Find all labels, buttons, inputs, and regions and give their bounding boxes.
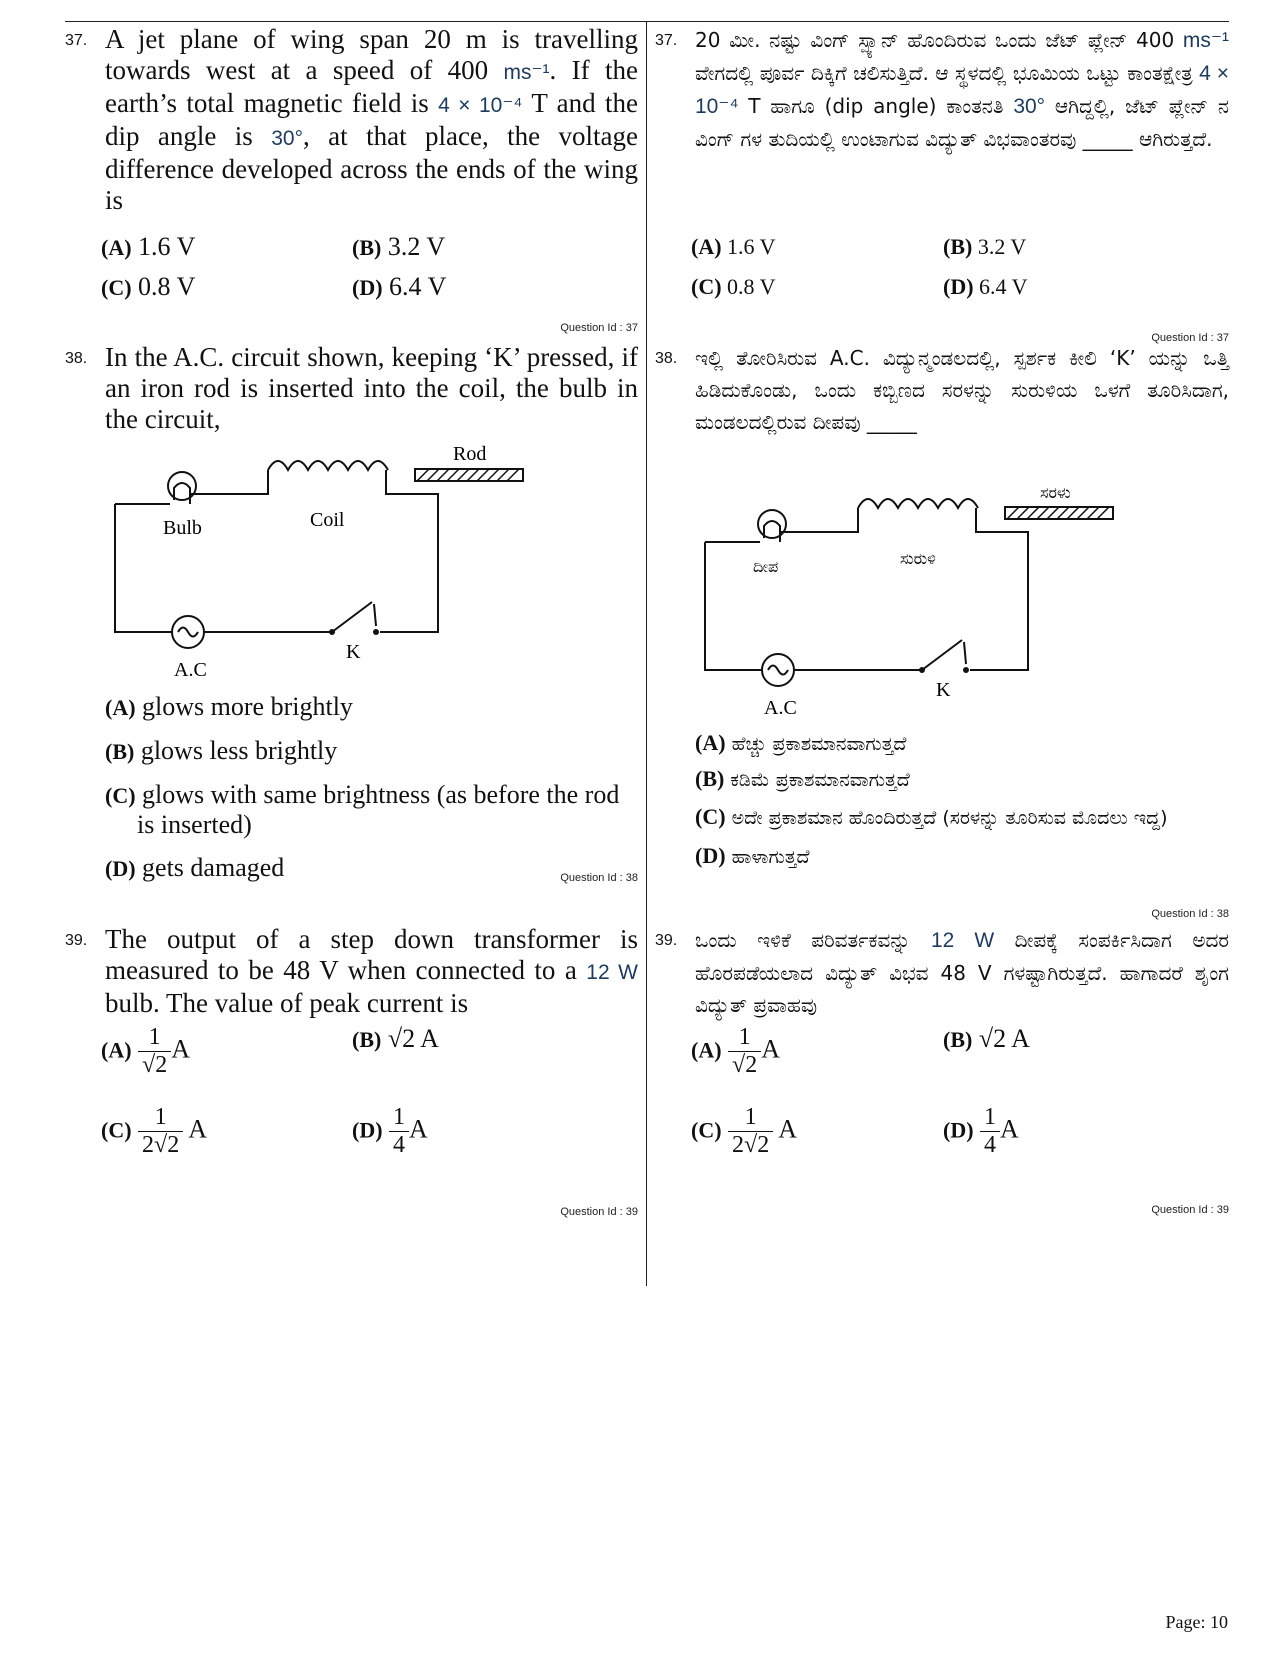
key-switch	[922, 640, 966, 670]
ac-circuit-diagram	[110, 442, 560, 682]
dip-angle-value: 30°	[1013, 95, 1046, 118]
question-text: 20 ಮೀ. ನಷ್ಟು ವಿಂಗ್ ಸ್ಪ್ಯಾನ್ ಹೊಂದಿರುವ ಒಂದು ಜೆಟ್ ಪ್ಲೇನ್ 400 ms⁻¹ ವೇಗದಲ್ಲಿ ಪೂರ್ವ ದಿಕ್ಕಿಗೆ ಚಲಿಸುತ್ತಿದೆ. ಆ ಸ್ಥಳದಲ್ಲಿ ಭೂಮಿಯ ಒಟ್ಟು ಕಾಂತಕ್ಷೇತ್ರ 4 × 10⁻⁴ T ಹಾಗೂ (dip angle) ಕಾಂತನತಿ 30° ಆಗಿದ್ದಲ್ಲಿ, ಜೆಟ್ ಪ್ಲೇನ್ ನ ವಿಂಗ್ ಗಳ ತುದಿಯಲ್ಲಿ ಉಂಟಾಗುವ ವಿದ್ಯುತ್ ವಿಭವಾಂತರವು _____ ಆಗಿರುತ್ತದೆ.	[695, 28, 1229, 151]
question-38-en	[65, 342, 638, 884]
field-value: 4 × 10⁻⁴	[695, 62, 1229, 118]
question-id: Question Id : 39	[560, 1206, 638, 1218]
fraction: $\frac{1}{√2}$	[138, 1024, 171, 1079]
option-a[interactable]: (A) $\frac{1}{√2}$ A	[101, 1024, 190, 1078]
ac-circuit-diagram	[700, 480, 1150, 720]
question-text: A jet plane of wing span 20 m is travelling towards west at a speed of 400 ms⁻¹. If the earth’s total magnetic field is 4 × 10⁻⁴ T and the dip angle is 30°, at that place, the voltage difference developed across the ends of the wing is	[105, 24, 638, 215]
question-id: Question Id : 38	[560, 872, 638, 884]
question-number: 38.	[655, 350, 678, 367]
option-d[interactable]: (D) $\frac{1}{4}$ A	[352, 1104, 428, 1158]
question-38-kn	[655, 342, 1229, 920]
question-number: 39.	[655, 932, 678, 949]
column-divider	[646, 21, 647, 1286]
option-c[interactable]: (C) $\frac{1}{2√2}$ A	[101, 1104, 208, 1158]
velocity-unit: ms⁻¹	[1182, 29, 1229, 52]
coil-label: Coil	[310, 509, 345, 531]
option-a[interactable]: (A) 1.6 V	[691, 234, 776, 259]
question-number: 39.	[65, 932, 88, 949]
option-d[interactable]: (D) $\frac{1}{4}$ A	[943, 1104, 1019, 1158]
question-text: ಇಲ್ಲಿ ತೋರಿಸಿರುವ A.C. ವಿದ್ಯುನ್ಮಂಡಲದಲ್ಲಿ, ಸ್ಪರ್ಶಕ ಕೀಲಿ ‘K’ ಯನ್ನು ಒತ್ತಿ ಹಿಡಿದುಕೊಂಡು, ಒಂದು ಕಬ್ಬಿಣದ ಸರಳನ್ನು ಸುರುಳಿಯ ಒಳಗೆ ತೂರಿಸಿದಾಗ, ಮಂಡಲದಲ್ಲಿರುವ ದೀಪವು _____	[695, 346, 1229, 434]
option-a[interactable]: (A) ಹೆಚ್ಚು ಪ್ರಕಾಶಮಾನವಾಗುತ್ತದೆ	[695, 730, 907, 755]
fraction: $\frac{1}{4}$	[389, 1104, 409, 1159]
option-b[interactable]: (B) glows less brightly	[105, 736, 338, 765]
option-d[interactable]: (D) gets damaged	[105, 853, 285, 882]
question-text: The output of a step down transformer is measured to be 48 V when connected to a 12 W bulb. The value of peak current is	[105, 924, 638, 1018]
option-a[interactable]: (A) glows more brightly	[105, 692, 353, 721]
key-label: K	[346, 641, 361, 663]
fraction: $\frac{1}{2√2}$	[728, 1104, 773, 1159]
page-number: Page: 10	[1165, 1612, 1228, 1632]
bulb-power: 12 W	[931, 929, 995, 952]
dip-angle-value: 30°	[271, 127, 304, 150]
option-b[interactable]: (B) 3.2 V	[943, 234, 1027, 259]
question-39-en	[65, 924, 638, 1218]
question-text: ಒಂದು ಇಳಿಕೆ ಪರಿವರ್ತಕವನ್ನು 12 W ದೀಪಕ್ಕೆ ಸಂಪರ್ಕಿಸಿದಾಗ ಅದರ ಹೊರಪಡೆಯಲಾದ ವಿದ್ಯುತ್ ವಿಭವ 48 V ಗಳಷ್ಟಾಗಿರುತ್ತದೆ. ಹಾಗಾದರೆ ಶೃಂಗ ವಿದ್ಯುತ್ ಪ್ರವಾಹವು	[695, 928, 1229, 1017]
option-c[interactable]: (C) 0.8 V	[101, 272, 196, 301]
question-id: Question Id : 37	[560, 322, 638, 334]
ac-label: A.C	[764, 697, 797, 719]
rod-label: Rod	[453, 443, 487, 465]
option-d[interactable]: (D) 6.4 V	[943, 274, 1028, 299]
coil-symbol	[858, 499, 978, 508]
question-39-kn	[655, 924, 1229, 1216]
option-c[interactable]: (C) glows with same brightness (as before the rod is inserted)	[105, 780, 620, 839]
option-d[interactable]: (D) ಹಾಳಾಗುತ್ತದೆ	[695, 843, 810, 868]
question-text: In the A.C. circuit shown, keeping ‘K’ pressed, if an iron rod is inserted into the coil, the bulb in the circuit,	[105, 342, 638, 434]
options-list	[105, 692, 638, 897]
top-rule	[65, 21, 1229, 22]
fraction: $\frac{1}{2√2}$	[138, 1104, 183, 1159]
options-list	[695, 730, 1229, 883]
bulb-power: 12 W	[586, 961, 638, 984]
question-number: 37.	[655, 32, 678, 49]
key-switch	[332, 602, 376, 632]
option-b[interactable]: (B) 3.2 V	[352, 232, 446, 261]
option-c[interactable]: (C) ಅದೇ ಪ್ರಕಾಶಮಾನ ಹೊಂದಿರುತ್ತದೆ (ಸರಳನ್ನು ತೂರಿಸುವ ಮೊದಲು ಇದ್ದ)	[695, 804, 1168, 829]
question-37-kn	[655, 24, 1229, 344]
option-c[interactable]: (C) 0.8 V	[691, 274, 776, 299]
question-number: 37.	[65, 32, 88, 49]
option-a[interactable]: (A) 1.6 V	[101, 232, 196, 261]
question-id: Question Id : 37	[1151, 332, 1229, 344]
question-id: Question Id : 38	[1151, 908, 1229, 920]
option-b[interactable]: (B) ಕಡಿಮೆ ಪ್ರಕಾಶಮಾನವಾಗುತ್ತದೆ	[695, 766, 910, 791]
option-c[interactable]: (C) $\frac{1}{2√2}$ A	[691, 1104, 798, 1158]
question-37-en	[65, 24, 638, 334]
velocity-unit: ms⁻¹	[503, 61, 550, 84]
key-label: K	[936, 679, 951, 701]
bulb-label: Bulb	[163, 517, 202, 539]
coil-label: ಸುರುಳಿ	[900, 549, 936, 568]
bulb-symbol	[168, 472, 196, 500]
fraction: $\frac{1}{4}$	[980, 1104, 1000, 1159]
option-b[interactable]: (B) √2 A	[352, 1024, 439, 1053]
question-id: Question Id : 39	[1151, 1204, 1229, 1216]
rod-label: ಸರಳು	[1040, 483, 1071, 502]
coil-symbol	[268, 461, 388, 470]
option-b[interactable]: (B) √2 A	[943, 1024, 1030, 1053]
fraction: $\frac{1}{√2}$	[728, 1024, 761, 1079]
option-d[interactable]: (D) 6.4 V	[352, 272, 447, 301]
question-number: 38.	[65, 350, 88, 367]
bulb-label: ದೀಪ	[753, 557, 779, 576]
option-a[interactable]: (A) $\frac{1}{√2}$ A	[691, 1024, 780, 1078]
field-value: 4 × 10⁻⁴	[438, 94, 523, 117]
ac-label: A.C	[174, 659, 207, 681]
bulb-symbol	[758, 510, 786, 538]
